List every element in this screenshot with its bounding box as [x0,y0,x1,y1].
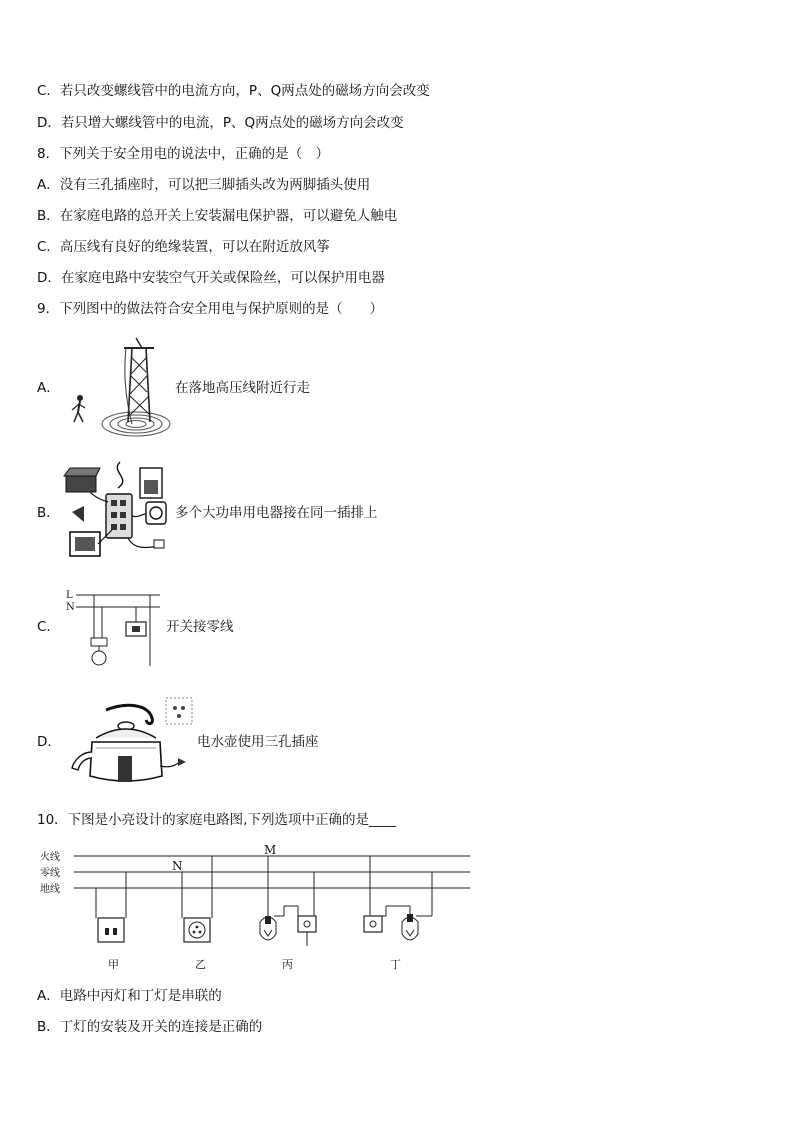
q8-option-d: D．在家庭电路中安装空气开关或保险丝，可以保护用电器 [37,270,385,286]
high-voltage-tower-figure [66,336,172,446]
q8-stem: 8．下列关于安全用电的说法中，正确的是（ ） [37,146,330,162]
q8-option-c: C．高压线有良好的绝缘装置，可以在附近放风筝 [37,239,330,255]
device-label-yi: 乙 [195,958,206,971]
household-circuit-diagram [38,842,478,974]
q8-option-a: A．没有三孔插座时，可以把三脚插头改为两脚插头使用 [37,177,371,193]
q10-option-a: A．电路中丙灯和丁灯是串联的 [37,988,222,1004]
live-wire-label: L [66,590,73,601]
switch-on-neutral-wiring-figure [62,586,162,672]
q9-option-b-caption: 多个大功串用电器接在同一插排上 [175,505,378,521]
earth-wire-label: 地线 [40,884,60,895]
marker-n: N [172,859,183,873]
q10-stem: 10．下图是小亮设计的家庭电路图,下列选项中正确的是____ [37,812,396,828]
q9-option-a-caption: 在落地高压线附近行走 [175,380,310,396]
q9-option-d-letter: D． [37,734,61,750]
electric-kettle-figure [66,696,196,794]
q7-option-c: C．若只改变螺线管中的电流方向，P、Q两点处的磁场方向会改变 [37,83,430,99]
device-label-ding: 丁 [390,958,401,971]
live-wire-label: 火线 [40,852,60,863]
q8-option-b: B．在家庭电路的总开关上安装漏电保护器，可以避免人触电 [37,208,398,224]
q7-option-d: D．若只增大螺线管中的电流，P、Q两点处的磁场方向会改变 [37,115,404,131]
q9-stem: 9．下列图中的做法符合安全用电与保护原则的是（ ） [37,301,384,317]
q9-option-c-caption: 开关接零线 [166,619,234,635]
q9-option-d-caption: 电水壶使用三孔插座 [197,734,319,750]
neutral-wire-label: 零线 [40,868,60,879]
neutral-wire-label: N [66,602,75,613]
q9-option-a-letter: A． [37,380,60,396]
overloaded-power-strip-figure [62,458,174,562]
q9-option-c-letter: C． [37,619,60,635]
device-label-bing: 丙 [282,958,293,971]
marker-m: M [264,843,277,857]
q10-option-b: B．丁灯的安装及开关的连接是正确的 [37,1019,263,1035]
q9-option-b-letter: B． [37,505,60,521]
device-label-jia: 甲 [108,958,119,971]
